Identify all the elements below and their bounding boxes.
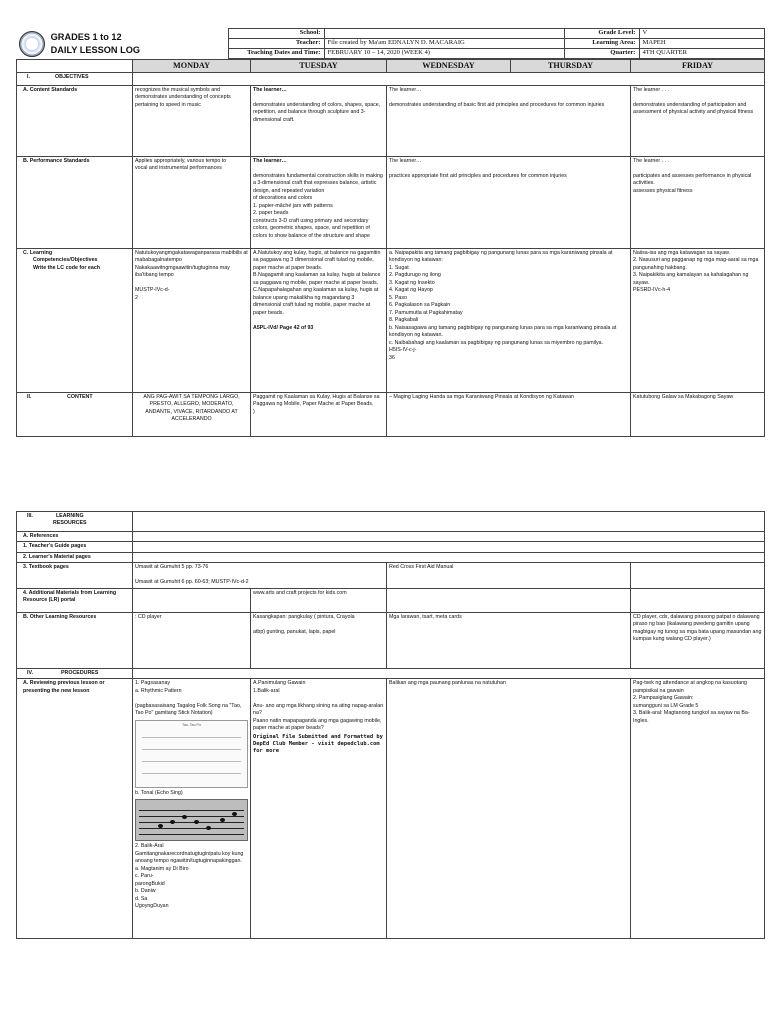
daily-lesson-log [16,28,764,939]
content-standards-tue-head: The learner… [253,86,287,93]
competencies-label-3: Write the LC code for each [33,264,101,271]
deped-seal-icon [19,31,45,57]
day-header-friday: FRIDAY [631,60,765,73]
quarter-value: 4TH QUARTER [639,49,764,59]
music-staff-image [135,799,248,841]
dates-value: FEBRUARY 10 – 14, 2020 (WEEK 4) [324,49,564,59]
sheet-title: Tao, Tao Po [182,722,201,727]
review-mon [133,679,251,939]
title-line1: GRADES 1 to 12 [50,32,122,43]
day-header-tuesday: TUESDAY [251,60,387,73]
day-header-thursday: THURSDAY [511,60,631,73]
resources-heading [17,511,133,531]
textbook-fri [631,563,765,589]
learners-material-empty [133,552,765,563]
review-fri: Pag-tsek ng attendance at angkop na kasuotang pampisikal na gawain 2. Pampasiglang Gawain: sumangguni sa LM Grade 5 3. Balik-aral: Magtanong tungkol sa sayaw na Ba-Ingles. [631,679,765,939]
title-line2: DAILY LESSON LOG [50,44,140,55]
textbook-wedthu: Red Cross First Aid Manual [387,563,631,589]
review-mon-drills: 1. Pagsasanay a. Rhythmic Pattern (pagbasasaisang Tagalog Folk Song na "Tao, Tao Po" gamitang Stick Notation) [135,680,242,717]
objectives-empty [133,72,765,85]
resources-empty [133,511,765,531]
day-header-blank [17,60,133,73]
performance-standards-mon: Applies appropriately, various tempo to vocal and instrumental performances [133,156,251,248]
content-standards-mon: recognizes the musical symbols and demonstrates understanding of concepts pertaining to speed in music [133,85,251,156]
additional-mon [133,588,251,612]
textbook-montue: Umawit at Gumuhit 5 pp. 73-76 Umawit at Gumuhit 6 pp. 60-63; MUSTP-IVc-d-2 [133,563,387,589]
competencies-tue [251,248,387,392]
performance-standards-tue-head: The learner… [253,157,287,164]
competencies-label-2: Competencies/Objectives [33,257,98,264]
review-mon-tonal: b. Tonal (Echo Sing) [135,789,183,796]
performance-standards-tue-text: demonstrates fundamental construction skills in making a 3-dimensional craft that expresses balance, artistic design, and repeated variation of decorations and colors 1. papier-mâché jars with patterns 2. paper beads constructs 3-D craft using primary and secondary colors, geometric shapes, space, and repetition of colors to show balance of the structure and shape [253,172,383,239]
content-heading [17,392,133,436]
day-header-wednesday: WEDNESDAY [387,60,511,73]
textbook-label: 3. Textbook pages [17,563,133,589]
other-resources-tue: Kasangkapan: pangkulay ( pintura, Crayola atbp) gunting, panukat, lapis, papel [251,612,387,668]
objectives-num: I. [27,73,30,80]
content-tue: Paggamit ng Kaalaman sa Kulay, Hugis at Balanse sa Paggawa ng Mobile, Paper Mache at Paper Beads. ) [251,392,387,436]
resources-label: LEARNING RESOURCES [53,512,87,527]
depedclub-stamp: Original File Submitted and Formatted by DepEd Club Member - visit depedclub.com for more [253,733,383,755]
dates-label: Teaching Dates and Time: [228,49,324,59]
additional-materials-label: 4. Additional Materials from Learning Resource (LR) portal [17,588,133,612]
school-label: School: [228,29,324,39]
day-header-monday: MONDAY [133,60,251,73]
content-fri: Katutubong Galaw sa Makabagong Sayaw [631,392,765,436]
performance-standards-wedthu: The learner… practices appropriate first aid principles and procedures for common injuries [387,156,631,248]
header-logo-title [16,29,228,59]
competencies-tue-text: A.Natutukoy ang kulay, hugis, at balance na gagamitin sa paggawa ng 3 dimensional craft tulad ng mobile, paper mache at paper beads. B.Nagagamit ang kaalaman sa kulay, hugis at balance sa paggawa ng mobile, paper mache at paper beads. C.Napapahalagahan ang kaalaman sa kulay, hugis at balance upang makalikha ng magandang 3 dimensional craft tulad ng mobile, paper mache at paper beads. [253,249,381,316]
review-lesson-label: A. Reviewing previous lesson or presenting the new lesson [17,679,133,939]
stick-notation-sheet [135,720,248,788]
references-label: A. References [17,531,133,542]
content-wedthu: – Maging Laging Handa sa mga Karaniwang Pinsala at Kondisyon ng Katawan [387,392,631,436]
teachers-guide-label: 1. Teacher's Guide pages [17,542,133,553]
quarter-label: Quarter: [564,49,639,59]
lesson-table-part2 [16,511,765,940]
content-standards-wedthu: The learner… demonstrates understanding of basic first aid principles and procedures for common injuries [387,85,631,156]
performance-standards-label: B. Performance Standards [17,156,133,248]
header-table [16,28,765,59]
additional-tue: www.arts and craft projects for kids.com [251,588,387,612]
grade-value: V [639,29,764,39]
references-empty [133,531,765,542]
area-value: MAPEH [639,39,764,49]
lesson-table-part1 [16,59,765,511]
resources-num: III. [27,512,33,519]
procedures-num: IV. [27,669,33,676]
competencies-tue-code: A5PL-IVd/ Page 42 of 93 [253,324,314,331]
content-label: CONTENT [67,393,93,400]
objectives-heading [17,72,133,85]
competencies-fri: Naiisa-isa ang mga katawagan sa sayaw. 2. Nasusuri ang pagganap ng mga mag-aaral sa mga pangunahing hakbang. 3. Naipakikita ang kamalayan sa kahalagahan ng sayaw. PESRD-IVc-h-4 [631,248,765,392]
area-label: Learning Area: [564,39,639,49]
review-tue-text: A.Panimulang Gawain 1.Balik-aral Anu- ano ang mga likhang sining na ating napag-aralan na? Paano natin mapapaganda ang mga gagawing mobile, paper mache at paper beads? [253,680,384,732]
teacher-label: Teacher: [228,39,324,49]
other-resources-mon: : CD player [133,612,251,668]
additional-wedthu [387,588,631,612]
review-tue [251,679,387,939]
grade-label: Grade Level: [564,29,639,39]
procedures-empty [133,668,765,679]
other-resources-label: B. Other Learning Resources [17,612,133,668]
objectives-label: OBJECTIVES [55,73,89,80]
review-wedthu: Balikan ang mga paunang panlunas na natutuhan [387,679,631,939]
procedures-label: PROCEDURES [61,669,99,676]
school-value [324,29,564,39]
teachers-guide-empty [133,542,765,553]
additional-fri [631,588,765,612]
page-gap [17,436,765,511]
content-standards-label: A. Content Standards [17,85,133,156]
procedures-heading [17,668,133,679]
content-mon: ANG PAG-AWIT SA TEMPONG LARGO, PRESTO, ALLEGRO, MODERATO, ANDANTE, VIVACE, RITARDANDO AT ACCELERANDO [133,392,251,436]
review-mon-balik-aral: 2. Balik-Aral Gamitangnakarecordnatugtuginipatu koy kung anoang tempo ngawitin/tugtuginnapakinggan. a. Magtanim ay Di Biro c. Paru- parongBukid b. Daniw d. Sa UgoyngDuyan [135,843,244,910]
learners-material-label: 2. Learner's Material pages [17,552,133,563]
performance-standards-tue [251,156,387,248]
content-num: II. [27,393,32,400]
other-resources-fri: CD player, cds, dalawang pirasong patpat o dalawang piraso ng bao (ikalawang pwedeng gamitin upang magbigay ng tunog sa mga bata upang masundan ang kumpas kung walang CD player.) [631,612,765,668]
competencies-label [17,248,133,392]
competencies-wedthu: a. Naipapakita ang tamang pagbibigay ng pangunang lunas para sa mga karaniwang pinsala at kondisyon ng katawan: 1. Sugat 2. Pagdurugo ng ilong 3. Kagat ng Insekto 4. Kagat ng Hayop 5. Paso 6. Pagkalason sa Pagkain 7. Pamumutla at Pagkahimatay 8. Pagkabali b. Naisasagawa ang tamang pagbibigay ng pangunang lunas para sa mga karaniwang pinsala at kondisyon ng katawan. c. Naibabahagi ang kaalaman sa pagbibigay ng pangunang lunas sa miyembro ng pamilya. H5IS-IV-c-j- 36 [387,248,631,392]
performance-standards-fri: The learner . . . participates and assesses performance in physical activities. assesses physical fitness [631,156,765,248]
other-resources-wedthu: Mga larawan, tsart, meta cards [387,612,631,668]
content-standards-fri: The learner . . . demonstrates understanding of participation and assessment of physical activity and physical fitness [631,85,765,156]
competencies-label-1: C. Learning [23,249,53,256]
content-standards-tue-text: demonstrates understanding of colors, shapes, space, repetition, and balance through sculpture and 3-dimensional craft. [253,101,381,123]
competencies-mon: Natutukoyangmgakatawaganparasa mabibilis at mababagalnatempo Nakakaawitngmgaawitin/tugtuginna may iba'tibang tempo MUSTP-IVc-d- 2 [133,248,251,392]
teacher-value: File created by Ma'am EDNALYN D. MACARAIG [324,39,564,49]
content-standards-tue [251,85,387,156]
